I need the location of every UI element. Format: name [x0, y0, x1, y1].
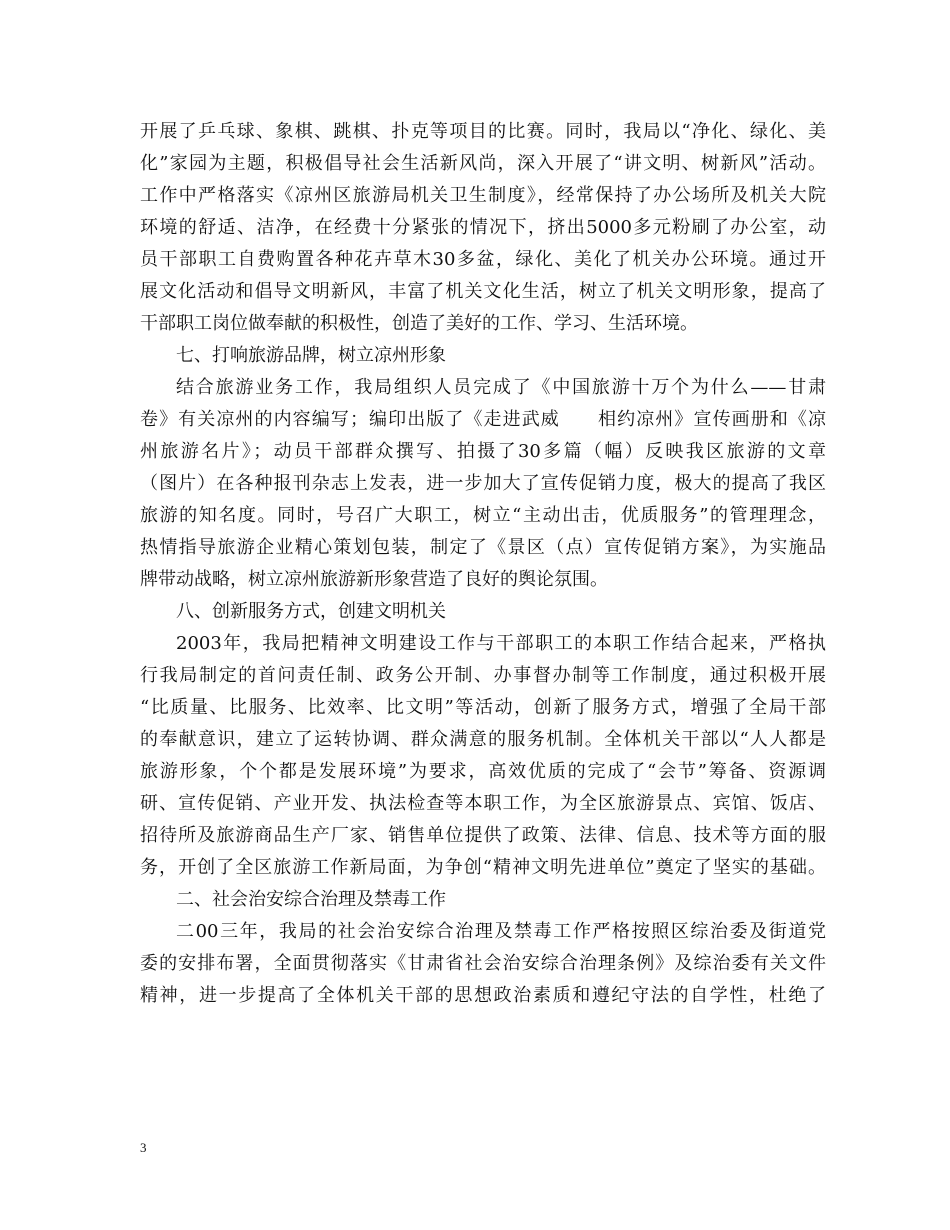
text-line: 州旅游名片》；动员干部群众撰写、拍摄了30多篇（幅）反映我区旅游的文章	[140, 441, 826, 462]
document-body	[140, 116, 826, 1012]
text-line: 行我局制定的首问责任制、政务公开制、办事督办制等工作制度，通过积极开展	[140, 665, 826, 686]
text-line: “比质量、比服务、比效率、比文明”等活动，创新了服务方式，增强了全局干部	[140, 697, 826, 718]
text-line: 环境的舒适、洁净，在经费十分紧张的情况下，挤出5000多元粉刷了办公室，动	[140, 217, 826, 238]
section-heading: 八、创新服务方式，创建文明机关	[176, 601, 446, 622]
text-line: 结合旅游业务工作，我局组织人员完成了《中国旅游十万个为什么——甘肃	[176, 377, 826, 398]
text-line: 的奉献意识，建立了运转协调、群众满意的服务机制。全体机关干部以“人人都是	[140, 729, 826, 750]
text-line: 2003年，我局把精神文明建设工作与干部职工的本职工作结合起来，严格执	[176, 633, 826, 654]
text-line: 卷》有关凉州的内容编写；编印出版了《走进武威 相约凉州》宣传画册和《凉	[140, 409, 826, 430]
text-line: 二00三年，我局的社会治安综合治理及禁毒工作严格按照区综治委及街道党	[176, 921, 826, 942]
text-line: 工作中严格落实《凉州区旅游局机关卫生制度》，经常保持了办公场所及机关大院	[140, 185, 826, 206]
text-line: 精神，进一步提高了全体机关干部的思想政治素质和遵纪守法的自学性，杜绝了	[140, 985, 826, 1006]
text-line: 员干部职工自费购置各种花卉草木30多盆，绿化、美化了机关办公环境。通过开	[140, 249, 826, 270]
text-line: 展文化活动和倡导文明新风，丰富了机关文化生活，树立了机关文明形象，提高了	[140, 281, 826, 302]
text-line: 研、宣传促销、产业开发、执法检查等本职工作，为全区旅游景点、宾馆、饭店、	[140, 793, 826, 814]
text-line: 牌带动战略，树立凉州旅游新形象营造了良好的舆论氛围。	[140, 569, 608, 590]
text-line: 旅游的知名度。同时，号召广大职工，树立“主动出击，优质服务”的管理理念，	[140, 505, 826, 526]
text-line: 务，开创了全区旅游工作新局面，为争创“精神文明先进单位”奠定了坚实的基础。	[140, 857, 826, 878]
text-line: 招待所及旅游商品生产厂家、销售单位提供了政策、法律、信息、技术等方面的服	[140, 825, 826, 846]
text-line: 化”家园为主题，积极倡导社会生活新风尚，深入开展了“讲文明、树新风”活动。	[140, 153, 826, 174]
section-heading: 七、打响旅游品牌，树立凉州形象	[176, 345, 446, 366]
text-line: （图片）在各种报刊杂志上发表，进一步加大了宣传促销力度，极大的提高了我区	[140, 473, 826, 494]
section-heading: 二、社会治安综合治理及禁毒工作	[176, 889, 446, 910]
text-line: 委的安排布署，全面贯彻落实《甘肃省社会治安综合治理条例》及综治委有关文件	[140, 953, 826, 974]
text-line: 旅游形象，个个都是发展环境”为要求，高效优质的完成了“会节”筹备、资源调	[140, 761, 826, 782]
text-line: 热情指导旅游企业精心策划包装，制定了《景区（点）宣传促销方案》，为实施品	[140, 537, 826, 558]
page-number: 3	[140, 1140, 147, 1155]
text-line: 开展了乒乓球、象棋、跳棋、扑克等项目的比赛。同时，我局以“净化、绿化、美	[140, 121, 826, 142]
text-line: 干部职工岗位做奉献的积极性，创造了美好的工作、学习、生活环境。	[140, 313, 698, 334]
